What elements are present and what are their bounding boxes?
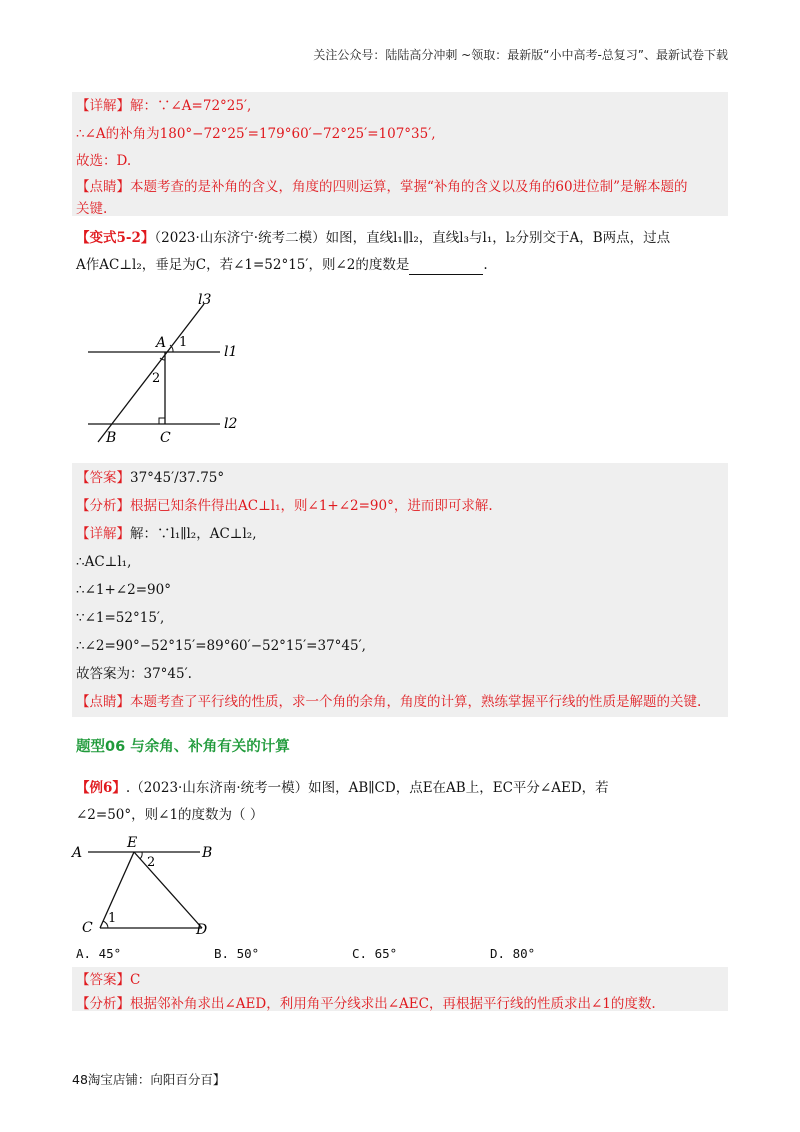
step-line-1: ∴AC⊥l₁,: [76, 554, 132, 570]
label-a: A: [156, 335, 167, 351]
example-tag: 【例6】: [76, 780, 126, 796]
comment-text-3: 本题考查了平行线的性质，求一个角的余角，角度的计算，熟练掌握平行线的性质是解题的关键.: [130, 694, 702, 710]
option-a[interactable]: A. 45°: [76, 946, 122, 961]
label-angle-1: 1: [179, 335, 188, 350]
variant-tag: 【变式5-2】: [76, 230, 155, 246]
label-b: B: [106, 430, 117, 446]
comment-text-1: 本题考查的是补角的含义，角度的四则运算，掌握“补角的含义以及角的60进位制”是解本题的: [130, 179, 688, 195]
step-line-5: 故答案为：37°45′.: [76, 666, 192, 682]
variant-text-2: A作AC⊥l₂，垂足为C，若∠1=52°15′，则∠2的度数是: [76, 257, 410, 273]
supplement-line: ∴∠A的补角为180°−72°25′=179°60′−72°25′=107°35′,: [76, 126, 436, 142]
detail-text-2: 解：∵l₁∥l₂，AC⊥l₂,: [130, 526, 257, 542]
answer-line: [76, 468, 224, 488]
label-angle-2: 2: [147, 855, 156, 870]
comment-line-3: [76, 692, 701, 712]
comment-tag-2: 【点睛】: [76, 694, 130, 710]
figure-triangle: [70, 832, 230, 938]
answer-tag: 【答案】: [76, 470, 130, 486]
step-line-4: ∴∠2=90°−52°15′=89°60′−52°15′=37°45′,: [76, 638, 366, 654]
option-b[interactable]: B. 50°: [214, 946, 260, 961]
label-e: E: [127, 835, 138, 851]
detail-line-2: [76, 524, 257, 544]
answer-text: 37°45′/37.75°: [130, 470, 225, 486]
comment-tag: 【点睛】: [76, 179, 130, 195]
label-b: B: [202, 845, 213, 861]
example-analysis-text: 根据邻补角求出∠AED，利用角平分线求出∠AEC，再根据平行线的性质求出∠1的度数.: [130, 996, 656, 1012]
line-l3: [98, 304, 204, 442]
choice-line: 故选：D.: [76, 153, 132, 169]
label-angle-2: 2: [152, 371, 161, 386]
variant-question-line-1: [76, 228, 670, 248]
label-l3: l3: [198, 292, 212, 308]
answer-blank: [409, 260, 483, 275]
figure-parallel-lines: [80, 288, 250, 448]
step-line-3: ∵∠1=52°15′,: [76, 610, 165, 626]
comment-line-2: 关键.: [76, 201, 108, 217]
label-a: A: [72, 845, 83, 861]
detail-line: [76, 96, 251, 116]
example-line-1: [76, 778, 609, 798]
angle-2-arc: [140, 852, 142, 859]
option-d[interactable]: D. 80°: [490, 946, 536, 961]
example-line-2: ∠2=50°，则∠1的度数为（ ）: [76, 807, 264, 823]
label-d: D: [196, 922, 208, 938]
example-analysis-line: [76, 994, 656, 1014]
page-header: 关注公众号：陆陆高分冲刺 ~领取：最新版“小中高考-总复习”、最新试卷下载: [313, 48, 728, 62]
label-angle-1: 1: [108, 911, 117, 926]
variant-question-line-2: A作AC⊥l₂，垂足为C，若∠1=52°15′，则∠2的度数是 .: [76, 257, 488, 273]
right-angle-mark: [159, 418, 165, 424]
detail-text: 解：∵∠A=72°25′,: [130, 98, 252, 114]
label-l2: l2: [224, 416, 238, 432]
option-c[interactable]: C. 65°: [352, 946, 398, 961]
analysis-line: [76, 496, 493, 516]
example-answer-line: [76, 970, 140, 990]
example-analysis-tag: 【分析】: [76, 996, 130, 1012]
label-l1: l1: [224, 344, 238, 360]
analysis-tag: 【分析】: [76, 498, 130, 514]
analysis-text: 根据已知条件得出AC⊥l₁，则∠1+∠2=90°，进而即可求解.: [130, 498, 493, 514]
example-text-1: .（2023·山东济南·统考一模）如图，AB∥CD，点E在AB上，EC平分∠AED，若: [125, 780, 609, 796]
detail-tag: 【详解】: [76, 98, 130, 114]
label-c: C: [160, 430, 171, 446]
page-footer: 48淘宝店铺：向阳百分百】: [72, 1072, 226, 1087]
label-c: C: [82, 920, 93, 936]
segment-ed: [134, 852, 202, 928]
step-line-2: ∴∠1+∠2=90°: [76, 582, 171, 598]
comment-line-1: [76, 177, 687, 197]
example-answer-tag: 【答案】: [76, 972, 130, 988]
example-answer-text: C: [130, 972, 141, 988]
segment-ec: [100, 852, 134, 928]
variant-text-1: （2023·山东济宁·统考二模）如图，直线l₁∥l₂，直线l₃与l₁，l₂分别交于A，B两点，过点: [154, 230, 671, 246]
section-heading: 题型06 与余角、补角有关的计算: [76, 739, 290, 755]
detail-tag-2: 【详解】: [76, 526, 130, 542]
